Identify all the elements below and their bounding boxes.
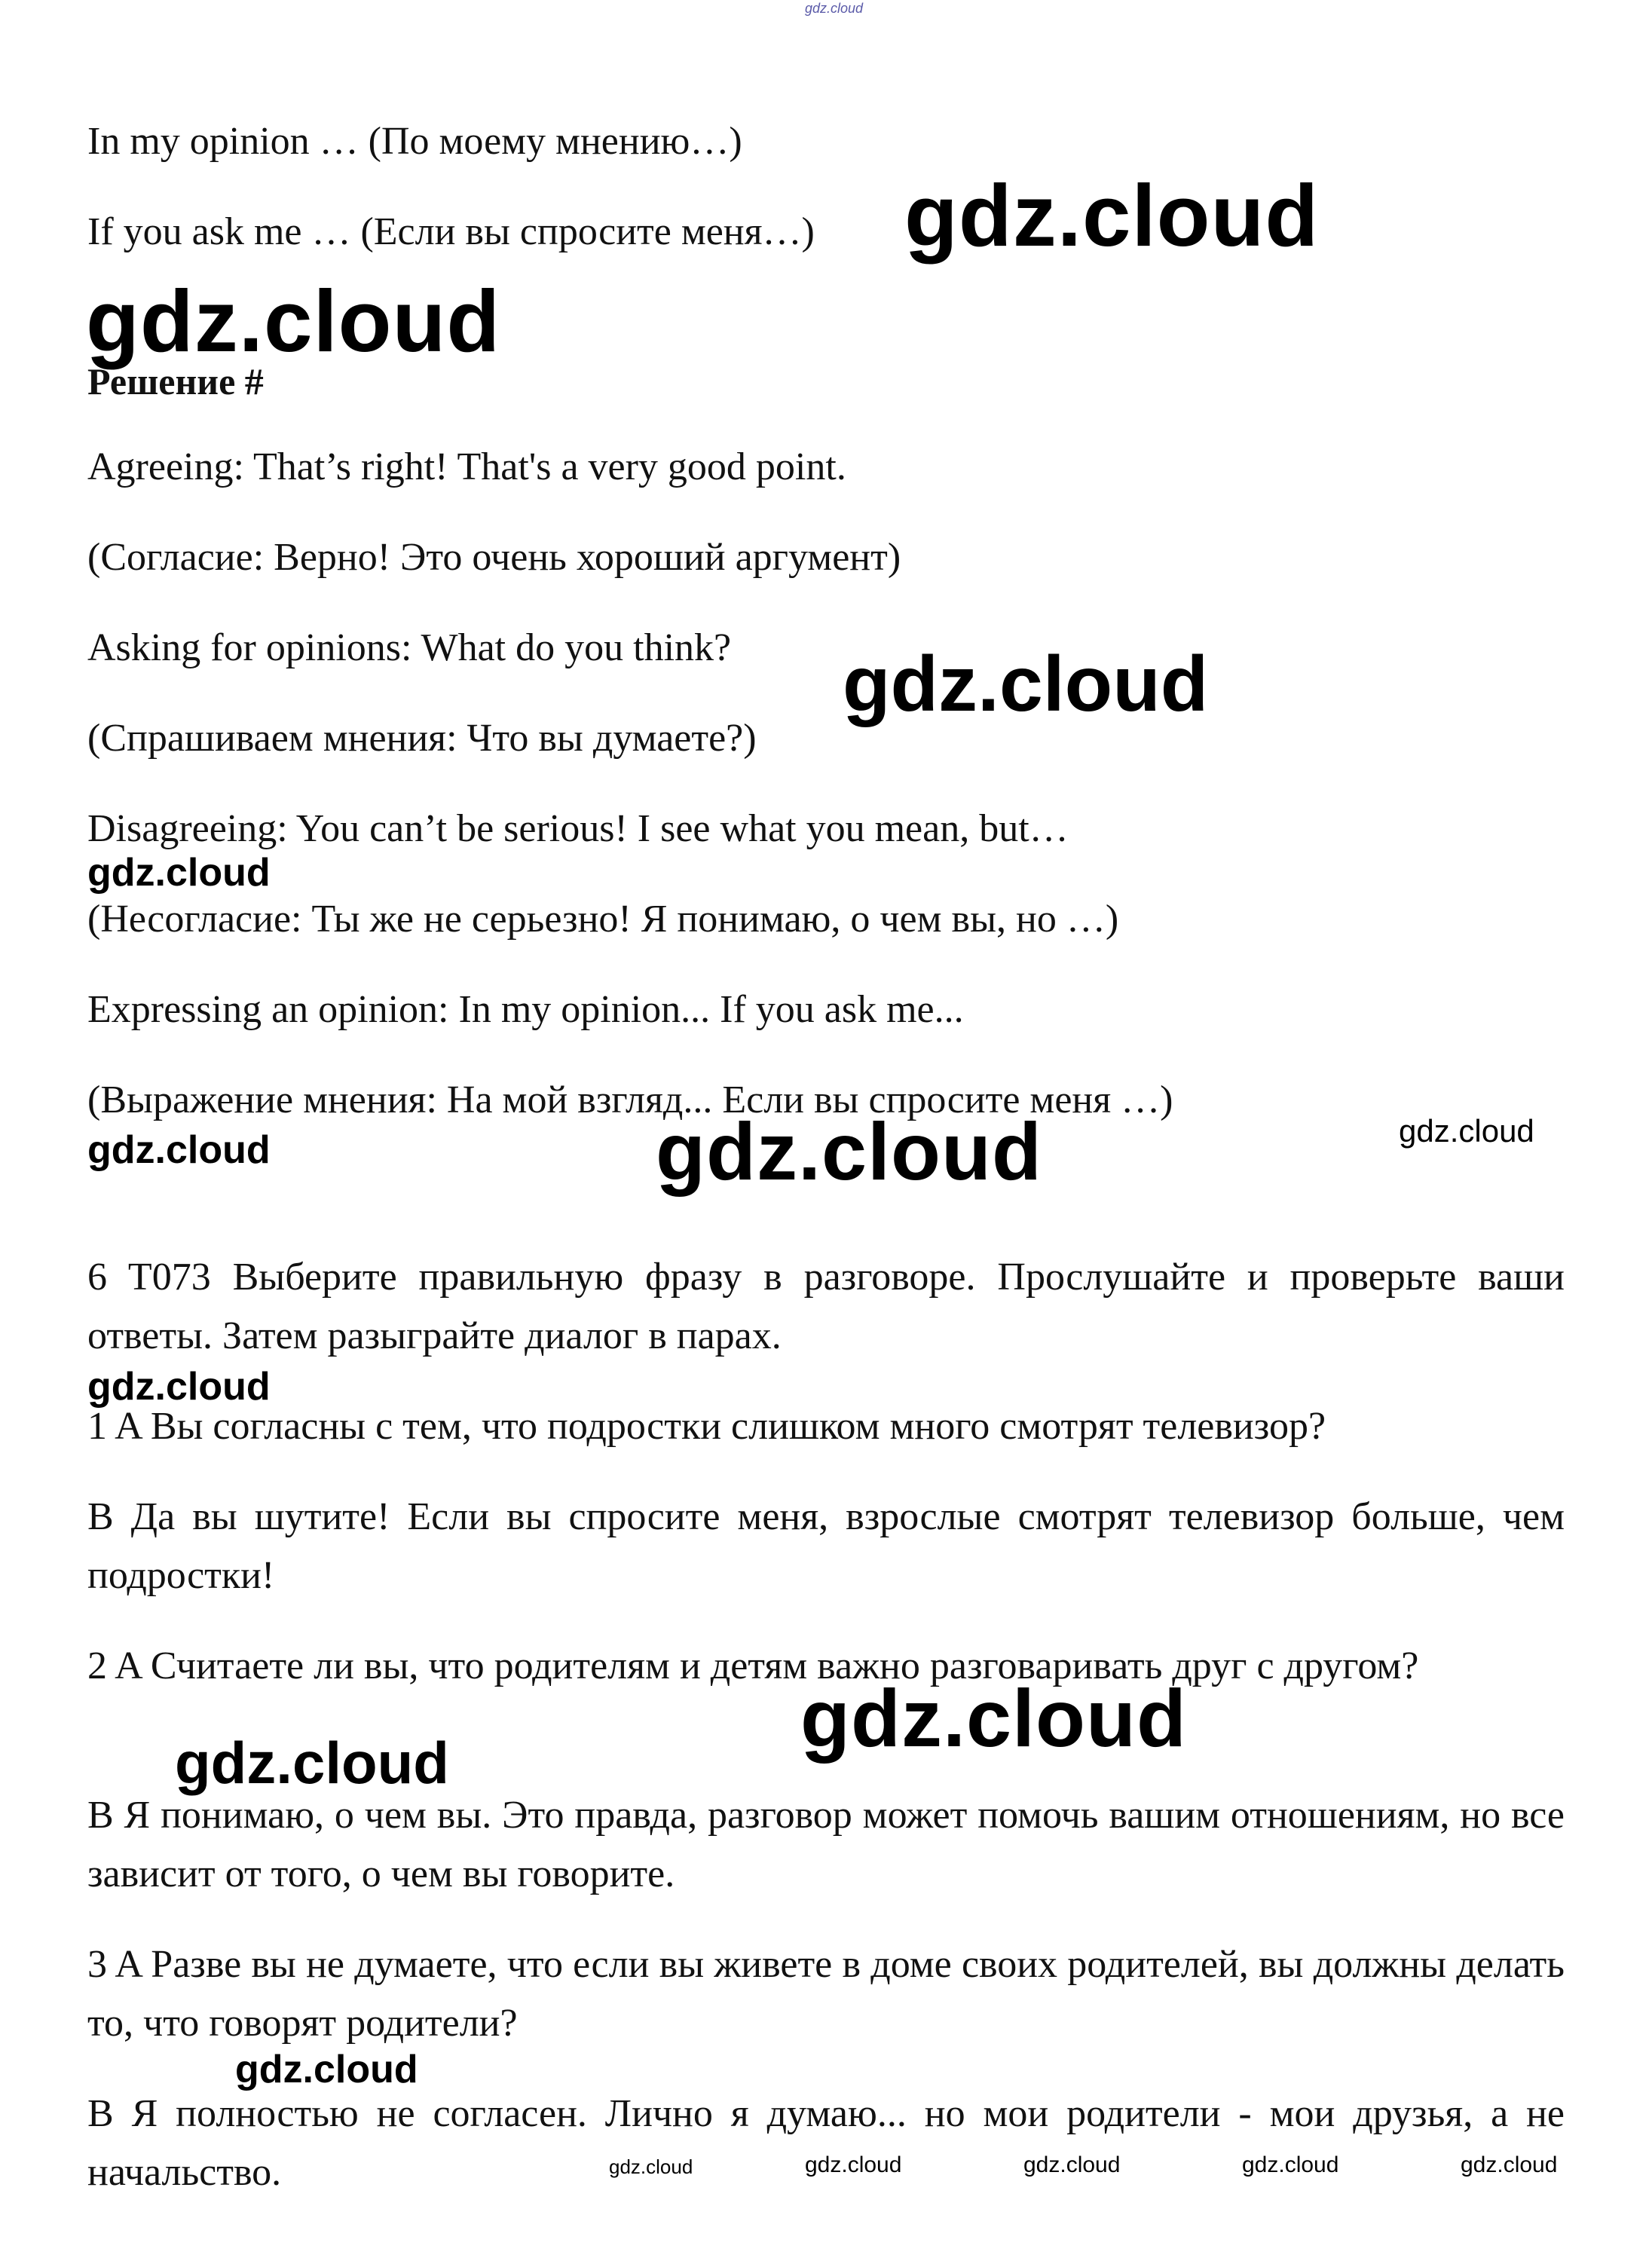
watermark-medium-2: gdz.cloud (87, 1128, 271, 1172)
watermark-medium-4: gdz.cloud (235, 2048, 418, 2091)
question-2-a: 2 A Считаете ли вы, что родителям и детям важно разговаривать друг с другом? (87, 1644, 1419, 1687)
watermark-top: gdz.cloud (805, 1, 864, 16)
question-1-b: B Да вы шутите! Если вы спросите меня, взрослые смотрят телевизор больше, чем подростки! (87, 1495, 1565, 1597)
watermark-bottom-2: gdz.cloud (805, 2152, 902, 2177)
question-3-a: 3 A Разве вы не думаете, что если вы живете в доме своих родителей, вы должны делать то, что говорят родители? (87, 1943, 1565, 2045)
asking-ru: (Спрашиваем мнения: Что вы думаете?) (87, 717, 757, 760)
solution-heading: Решение # (87, 360, 264, 402)
asking-en: Asking for opinions: What do you think? (87, 626, 732, 669)
disagreeing-ru: (Несогласие: Ты же не серьезно! Я понимаю, о чем вы, но …) (87, 898, 1119, 941)
exercise-task: 6 T073 Выберите правильную фразу в разговоре. Прослушайте и проверьте ваши ответы. Затем разыграйте диалог в парах. (87, 1256, 1565, 1357)
watermark-large-6: gdz.cloud (175, 1730, 449, 1796)
opinion-phrase: In my opinion … (По моему мнению…) (87, 120, 742, 163)
expressing-ru: (Выражение мнения: На мой взгляд... Если вы спросите меня …) (87, 1078, 1173, 1121)
watermark-medium-3: gdz.cloud (87, 1365, 271, 1409)
watermark-bottom-4: gdz.cloud (1242, 2152, 1339, 2177)
agreeing-ru: (Согласие: Верно! Это очень хороший аргумент) (87, 536, 901, 579)
watermark-large-3: gdz.cloud (843, 641, 1209, 728)
question-3-b: B Я полностью не согласен. Лично я думаю... но мои родители - мои друзья, а не начальство. (87, 2092, 1565, 2194)
question-1-a: 1 A Вы согласны с тем, что подростки слишком много смотрят телевизор? (87, 1405, 1326, 1448)
watermark-bottom-1: gdz.cloud (609, 2155, 693, 2178)
watermark-large-4: gdz.cloud (656, 1106, 1042, 1197)
watermark-bottom-5: gdz.cloud (1461, 2152, 1558, 2177)
watermark-large-1: gdz.cloud (904, 167, 1320, 265)
ask-me-phrase: If you ask me … (Если вы спросите меня…) (87, 210, 815, 253)
watermark-medium-1: gdz.cloud (87, 851, 271, 895)
agreeing-en: Agreeing: That’s right! That's a very good point. (87, 445, 846, 488)
watermark-small-1: gdz.cloud (1399, 1113, 1534, 1149)
watermark-bottom-3: gdz.cloud (1023, 2152, 1121, 2177)
expressing-en: Expressing an opinion: In my opinion... If you ask me... (87, 988, 964, 1031)
watermark-large-5: gdz.cloud (800, 1672, 1187, 1764)
disagreeing-en: Disagreeing: You can’t be serious! I see what you mean, but… (87, 807, 1069, 850)
watermark-large-2: gdz.cloud (86, 272, 501, 370)
question-2-b: B Я понимаю, о чем вы. Это правда, разговор может помочь вашим отношениям, но все зависит от того, о чем вы говорите. (87, 1794, 1565, 1895)
